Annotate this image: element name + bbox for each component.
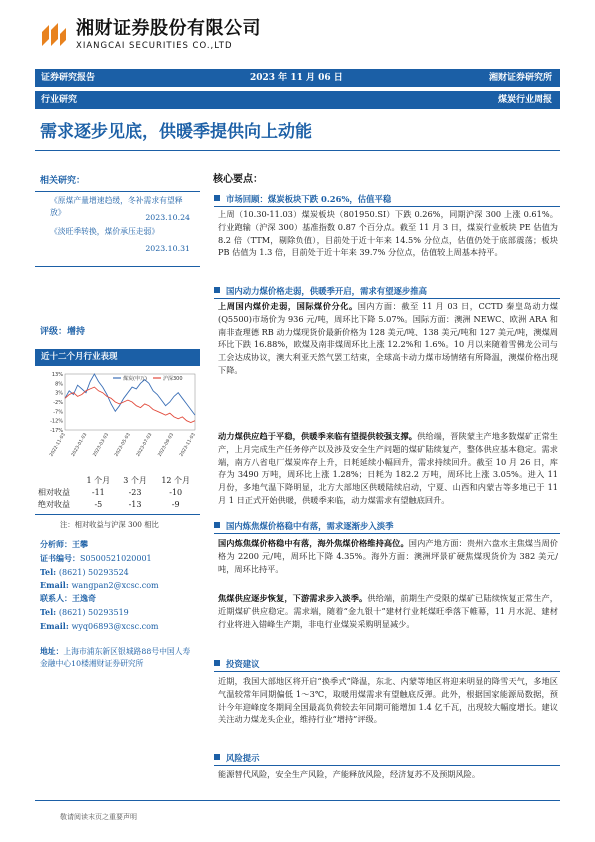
paragraph: 动力煤供应趋于平稳，供暖季来临有望提供较强支撑。供给端，晋陕蒙主产地多数煤矿正常生产，上月完成生产任务停产以及涉及安全生产问题的煤矿陆续复产，整体供应基本稳定。需求端，南方八省电厂煤炭库存上升，日耗延续小幅回升，需求持续回升。截至 10 月 26 日，库存为 3490 万吨，周环比上涨 1.28%；日耗为 182.2 万吨，周环比上涨 3.05%。进入 11 月份，多地气温下降明显，北方大部地区供暖陆续启动，宁夏、山西和内蒙古等多地已于 11 月 1 日正式开始供暖，供暖季来临，动力煤需求有望触底回升。 — [218, 431, 558, 505]
tel-label: Tel: — [40, 566, 59, 577]
address-label: 地址： — [40, 647, 64, 656]
paragraph: 上周国内煤价走弱，国际煤价分化。国内方面：截至 11 月 03 日，CCTD 秦皇岛动力煤(Q5500)市场价为 936 元/吨，周环比下降 5.07%。国际方面：澳洲 NEWC、欧洲 ARA 和南非查理德 RB 动力煤现货价最新价格为 128 美元/吨、138 美元/吨和 127 美元/吨，澳煤周环比下跌 16.88%，欧煤及南非煤周环比上涨 12.2%和 1.6%。10 月以来随着雪佛龙公司与工会达成协议，澳大利亚天然气罢工结束，全球高卡动力煤市场情绪有所降温，澳煤价格出现下降。 — [218, 301, 558, 375]
report-series: 煤炭行业周报 — [497, 95, 552, 105]
y-tick-label: -17% — [50, 428, 63, 434]
bullet-square-icon — [214, 287, 220, 293]
paragraph: 上周（10.30-11.03）煤炭板块（801950.SI）下跌 0.26%，同期沪深 300 上涨 0.61%。行业跑输（沪深 300）基准指数 0.87 个百分点。截至 11 月 3 日，煤炭行业板块 PE 估值为 8.2 倍（TTM，剔除负值），目前处于近十年来 14.5% 分位点，估值仍处于底部震荡；板块 PB 估值为 1.3 倍，目前处于近十年来 39.7% 分位点，估值较上周基本持平。 — [218, 209, 558, 258]
x-tick-label: 2023-01-03 — [70, 432, 89, 458]
series-line — [65, 387, 195, 422]
y-tick-label: 3% — [55, 390, 63, 397]
tel-line — [40, 566, 200, 580]
related-report-date: 2023.10.31 — [145, 244, 190, 253]
tel-line — [40, 606, 200, 620]
performance-table — [38, 475, 198, 511]
section-heading: 国内炼焦煤价格稳中有落，需求逐渐步入淡季 — [214, 520, 560, 533]
legend-label: 煤炭(申万) — [123, 376, 147, 382]
section-divider — [214, 533, 560, 534]
x-tick-label: 2023-11-03 — [179, 432, 197, 458]
analyst-line — [40, 538, 200, 552]
footer-divider — [35, 800, 560, 801]
report-type: 证券研究报告 — [41, 73, 96, 83]
title-divider — [35, 150, 560, 151]
related-report-title[interactable]: 《淡旺季转换，煤价承压走弱》 — [50, 227, 160, 236]
analyst-name: 王攀 — [72, 539, 88, 549]
chart-heading: 近十二个月行业表现 — [35, 349, 200, 366]
x-tick-label: 2023-09-03 — [157, 432, 176, 458]
cert-line — [40, 552, 200, 566]
bullet-square-icon — [214, 522, 220, 528]
rating-label: 评级： — [40, 327, 68, 337]
section-heading: 国内动力煤价格走弱，供暖季开启，需求有望逐步推高 — [214, 285, 560, 298]
table-header-cell: 3 个月 — [123, 476, 147, 485]
y-tick-label: -2% — [53, 400, 63, 406]
y-tick-label: -12% — [50, 418, 63, 425]
table-row — [38, 487, 198, 499]
report-date: 2023 年 11 月 06 日 — [250, 73, 343, 83]
table-cell: -23 — [128, 488, 142, 497]
report-title: 需求逐步见底，供暖季提供向上动能 — [40, 122, 312, 142]
row-label: 相对收益 — [38, 488, 70, 497]
analyst-tel: (8621) 50293524 — [58, 567, 129, 577]
x-tick-label: 2023-07-03 — [135, 432, 154, 458]
email-label: Email: — [40, 620, 72, 631]
contact-block — [40, 592, 200, 633]
paragraph: 近期，我国大部地区将开启“换季式”降温，东北、内蒙等地区将迎来明显的降雪天气，多地区气温较常年同期偏低 1～3℃，取暖用煤需求有望触底反弹。此外，根据国家能源局数据，预计今年迎峰度冬期间全国最高负荷较去年同期可能增加 1.4 亿千瓦，出现较大幅度增长。建议关注动力煤龙头企业，维持行业“增持”评级。 — [218, 676, 558, 725]
research-category: 行业研究 — [41, 95, 78, 105]
related-report-date: 2023.10.24 — [145, 213, 190, 222]
contact-tel: (8621) 50293519 — [58, 607, 129, 617]
x-tick-label: 2023-05-03 — [114, 432, 132, 458]
section-divider — [214, 671, 560, 672]
contact-label: 联系人： — [40, 593, 72, 603]
rating-value: 增持 — [67, 327, 86, 337]
key-points-heading: 核心要点： — [213, 174, 263, 185]
section-heading: 投资建议 — [214, 658, 560, 671]
legend-label: 沪深300 — [163, 376, 183, 382]
section-divider — [214, 765, 560, 766]
contact-name: 王逸奇 — [72, 593, 96, 603]
report-info-bar — [35, 69, 560, 87]
section-heading: 市场回顾：煤炭板块下跌 0.26%，估值平稳 — [214, 193, 560, 206]
footer-disclaimer[interactable]: 敬请阅读末页之重要声明 — [60, 813, 137, 821]
bullet-square-icon — [214, 195, 220, 201]
section-divider — [214, 206, 560, 207]
address — [40, 646, 198, 671]
x-tick-label: 2022-11-03 — [49, 432, 67, 458]
contact-line — [40, 592, 200, 606]
performance-note: 注：相对收益与沪深 300 相比 — [60, 520, 159, 529]
section-divider — [214, 298, 560, 299]
table-cell: -13 — [128, 500, 142, 509]
table-cell: -10 — [169, 488, 183, 497]
y-tick-label: 8% — [55, 381, 63, 388]
analyst-block — [40, 538, 200, 593]
rating — [40, 326, 85, 340]
row-label: 绝对收益 — [38, 500, 70, 509]
section-heading: 风险提示 — [214, 752, 560, 765]
table-header-cell — [38, 475, 80, 487]
x-tick-label: 2023-03-03 — [92, 432, 111, 458]
cert-label: 证书编号： — [40, 552, 80, 563]
cert-number: S0500521020001 — [80, 553, 152, 563]
table-row — [38, 499, 198, 511]
industry-performance-chart — [35, 368, 200, 473]
chart-legend — [113, 375, 183, 382]
paragraph: 国内炼焦煤价格稳中有落，海外焦煤价格维持高位。国内产地方面：贵州六盘水主焦煤当周价格为 2200 元/吨，周环比下降 4.35%。海外方面：澳洲坪景矿硬焦煤现货价为 382 美元/吨，周环比持平。 — [218, 538, 558, 574]
related-divider — [35, 191, 200, 192]
table-cell: -11 — [91, 488, 105, 497]
institute-name: 湘财证券研究所 — [488, 73, 552, 83]
table-header-cell: 1 个月 — [86, 476, 111, 485]
email-line — [40, 620, 200, 634]
company-name-en: XIANGCAI SECURITIES CO.,LTD — [76, 41, 233, 51]
rating-divider — [35, 266, 200, 267]
contact-email[interactable]: wyq06893@xcsc.com — [71, 621, 159, 631]
plot-frame — [65, 374, 195, 430]
table-header-row — [38, 475, 198, 487]
company-logo — [38, 20, 68, 50]
related-report-title[interactable]: 《原煤产量增速趋缓，冬补需求有望释放》 — [50, 196, 183, 218]
address-text: 上海市浦东新区银城路88号中国人寿金融中心10楼湘财证券研究所 — [40, 647, 191, 669]
table-divider — [35, 514, 200, 515]
table-header-cell: 12 个月 — [161, 476, 191, 485]
report-category-bar — [35, 91, 560, 109]
bullet-square-icon — [214, 754, 220, 760]
analyst-email[interactable]: wangpan2@xcsc.com — [71, 581, 159, 591]
table-cell: -9 — [171, 500, 180, 509]
tel-label: Tel: — [40, 606, 59, 617]
y-tick-label: -7% — [53, 409, 63, 416]
bullet-square-icon — [214, 660, 220, 666]
chart-axes — [48, 372, 196, 458]
analyst-label: 分析师： — [40, 539, 72, 549]
related-research-heading: 相关研究： — [40, 176, 86, 186]
company-name-cn: 湘财证券股份有限公司 — [76, 18, 261, 39]
paragraph: 能源替代风险，安全生产风险，产能释放风险，经济复苏不及预期风险。 — [218, 769, 481, 779]
y-tick-label: 13% — [51, 372, 63, 378]
table-cell: -5 — [94, 500, 103, 509]
paragraph: 焦煤供应逐步恢复，下游需求步入淡季。供给端，前期生产受限的煤矿已陆续恢复正常生产，近期煤矿供应稳定。需求端，随着“金九银十”建材行业耗煤旺季落下帷幕，11 月水泥、建材行业将进入错峰生产期，非电行业煤炭采购明显减少。 — [218, 593, 558, 629]
email-label: Email: — [40, 580, 72, 591]
